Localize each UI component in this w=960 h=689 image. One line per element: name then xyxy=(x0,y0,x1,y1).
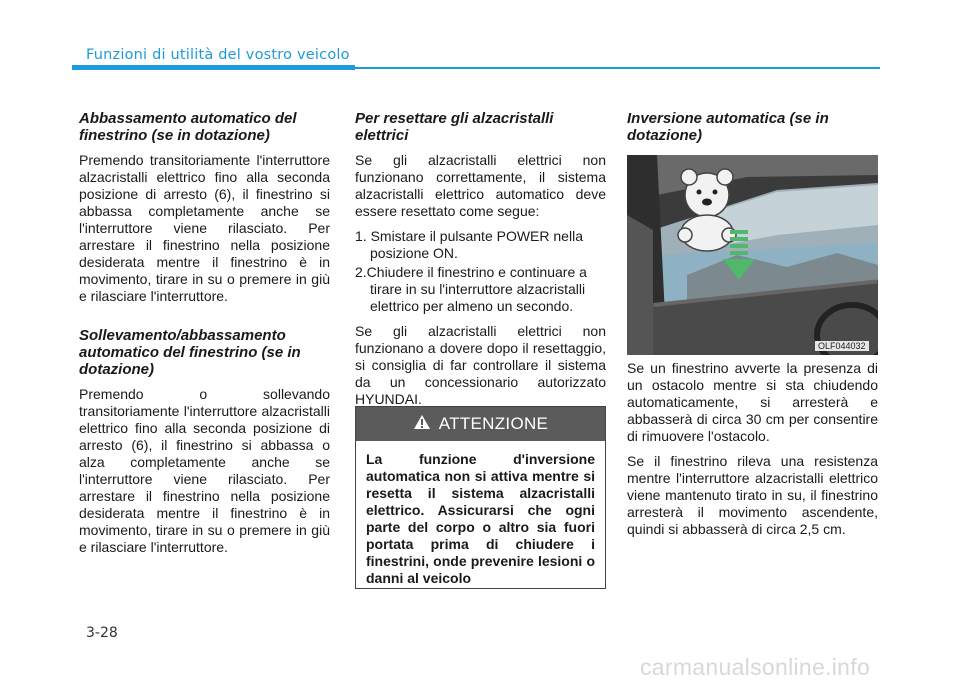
paragraph-auto-down: Premendo transitoriamente l'interruttore alzacristalli elettrico fino alla seconda posizione di arresto (6), il finestrino si abbassa completamente anche se l'interruttore viene rilasciato. Per arrestare il finestrino nella posizione desiderata mentre il finestrino è in movimento, tirare in su o premere in giù e rilasciare l'interruttore. xyxy=(79,152,330,304)
reset-step-1: 1. Smistare il pulsante POWER nella posizione ON. xyxy=(355,228,583,261)
warning-header xyxy=(356,407,605,441)
warning-text: La funzione d'inversione automatica non si attiva mentre si resetta il sistema alzacristalli elettrico. Assicurarsi che ogni parte del corpo o altro sia fuori portata prima di chiudere i finestrini, onde prevenire lesioni o danni al veicolo xyxy=(366,451,595,586)
page-number: 3-28 xyxy=(86,625,118,641)
section-title: Funzioni di utilità del vostro veicolo xyxy=(86,47,350,63)
image-code: OLF044032 xyxy=(815,341,869,351)
warning-title: ATTENZIONE xyxy=(438,414,549,433)
heading-reset: Per resettare gli alzacristalli elettrici xyxy=(355,110,554,144)
paragraph-auto-reverse-2: Se il finestrino rileva una resistenza mentre l'interruttore alzacristalli elettrico viene mantenuto tirato in su, il finestrino arresterà il movimento ascendente, quindi si abbasserà di circa 2,5 cm. xyxy=(627,453,878,537)
header-bar xyxy=(72,65,355,70)
column-right-text xyxy=(627,360,878,546)
column-left xyxy=(79,110,330,564)
paragraph-reset-after: Se gli alzacristalli elettrici non funzionano a dovere dopo il resettaggio, si consiglia di far controllare il sistema da un concessionario autorizzato HYUNDAI. xyxy=(355,323,606,407)
column-right xyxy=(627,110,878,152)
warning-box xyxy=(355,406,606,589)
reset-steps xyxy=(355,228,606,315)
watermark: carmanualsonline.info xyxy=(640,654,871,680)
column-middle xyxy=(355,110,606,416)
reset-step-2: 2.Chiudere il finestrino e continuare a tirare in su l'interruttore alzacristalli elettrico per almeno un secondo. xyxy=(355,264,587,314)
header-rule xyxy=(355,67,880,69)
heading-auto-up-down: Sollevamento/abbassamento automatico del finestrino (se in dotazione) xyxy=(79,327,301,378)
heading-auto-reverse: Inversione automatica (se in dotazione) xyxy=(627,110,829,144)
window-obstruction-illustration xyxy=(627,155,878,355)
warning-triangle-icon xyxy=(413,414,431,435)
paragraph-auto-reverse-1: Se un finestrino avverte la presenza di un ostacolo mentre si sta chiudendo automaticamente, si arresterà e abbasserà di circa 30 cm per consentire di rimuovere l'ostacolo. xyxy=(627,360,878,444)
heading-auto-down: Abbassamento automatico del finestrino (se in dotazione) xyxy=(79,110,297,144)
paragraph-auto-up-down: Premendo o sollevando transitoriamente l'interruttore alzacristalli elettrico fino alla seconda posizione di arresto (6), il finestrino si abbassa o alza completamente anche se l'interruttore viene rilasciato. Per arrestare il finestrino nella posizione desiderata mentre il finestrino è in movimento, tirare in su o premere in giù e rilasciare l'interruttore. xyxy=(79,386,330,555)
paragraph-reset-intro: Se gli alzacristalli elettrici non funzionano correttamente, il sistema alzacristalli elettrico automatico deve essere resettato come segue: xyxy=(355,152,606,219)
